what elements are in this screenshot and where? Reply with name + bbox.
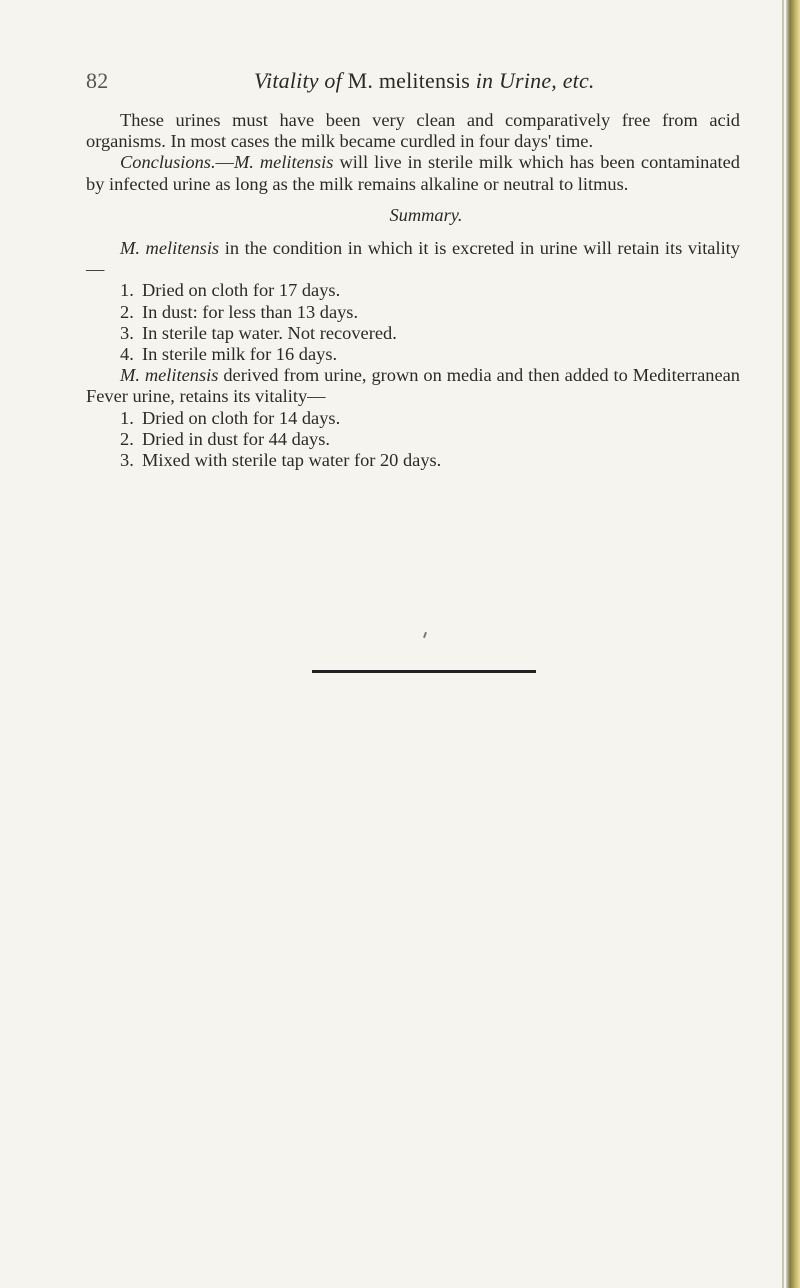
conclusions-dash: — [215,152,234,173]
summary-intro-text: in the condition in which it is excreted in urine will retain its vitality— [86,238,740,280]
list-item-number: 3. [120,322,134,343]
summary-list-media [86,408,740,472]
running-header [86,68,686,94]
summary-list-excreted [86,280,740,365]
list-item-text: In dust: for less than 13 days. [142,301,359,322]
list-item [86,280,740,301]
list-item [86,408,740,429]
running-title [254,68,595,94]
page-edge-line [782,0,784,1288]
title-italic-prefix: Vitality of [254,68,342,93]
list-item-text: In sterile tap water. Not recovered. [142,322,397,343]
list-item [86,323,740,344]
paragraph-urines: These urines must have been very clean and comparatively free from acid organisms. In most cases the milk became curdled in four days' time. [86,110,740,152]
list-item-number: 1. [120,280,134,301]
list-item-text: Dried on cloth for 14 days. [142,407,341,428]
title-organism: M. melitensis [347,68,471,93]
list-item [86,344,740,365]
page-body [86,110,740,471]
title-suffix: Urine, etc. [498,68,595,93]
list-item [86,429,740,450]
summary-heading: Summary. [389,204,463,225]
summary-intro-organism: M. melitensis [120,238,220,259]
list-item-number: 2. [120,301,134,322]
ink-speck [423,632,427,638]
conclusions-organism: M. melitensis [233,152,334,173]
list-item-text: Dried in dust for 44 days. [142,428,330,449]
conclusions-label: Conclusions. [120,152,216,173]
conclusions-text: will live in sterile milk which has been contaminated by infected urine as long as the milk remains alkaline or neutral to litmus. [86,152,740,194]
list-item [86,302,740,323]
list-item-text: Dried on cloth for 17 days. [142,280,341,301]
section-divider [312,670,536,673]
list-item-text: In sterile milk for 16 days. [142,344,338,365]
summary-second-intro [86,365,740,407]
list-item-number: 1. [120,407,134,428]
list-item-number: 2. [120,428,134,449]
list-item-number: 4. [120,344,134,365]
title-in: in [475,68,494,93]
list-item-number: 3. [120,450,134,471]
second-intro-text: derived from urine, grown on media and then added to Mediterranean Fever urine, retains its vitality— [86,365,740,407]
second-intro-organism: M. melitensis [120,365,219,386]
list-item [86,450,740,471]
summary-intro [86,238,740,280]
paragraph-conclusions [86,152,740,194]
page-edge [786,0,800,1288]
page-number: 82 [86,68,109,93]
list-item-text: Mixed with sterile tap water for 20 days. [142,450,442,471]
